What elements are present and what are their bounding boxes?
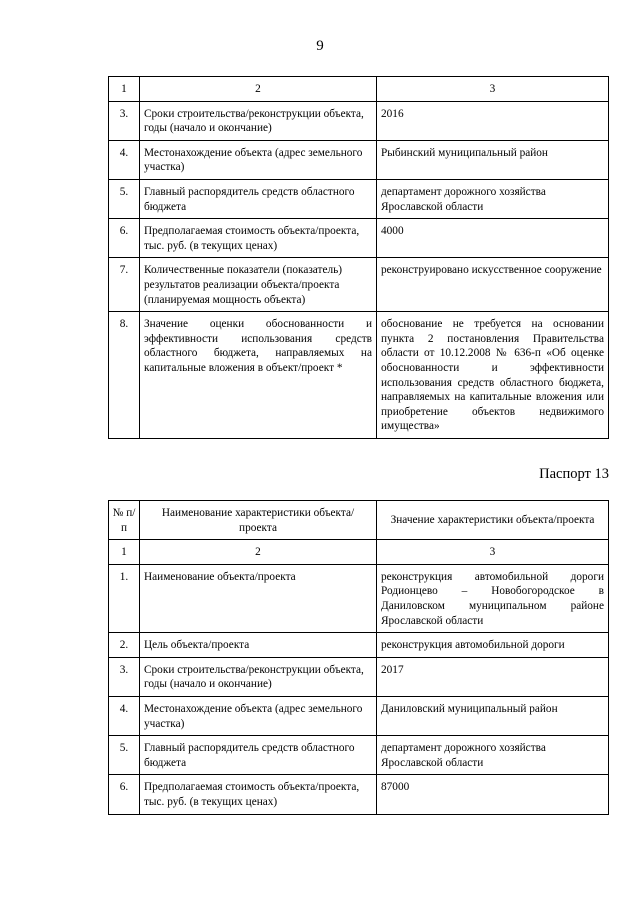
passport-table-continued	[108, 76, 609, 439]
characteristic-name: Наименование объекта/проекта	[140, 564, 377, 632]
characteristic-value: реконструкция автомобильной дороги Родионцево – Новобогородское в Даниловском муниципальном районе Ярославской области	[377, 564, 609, 632]
table-row	[109, 258, 609, 312]
characteristic-value: реконструировано искусственное сооружение	[377, 258, 609, 312]
column-number: 3	[377, 77, 609, 102]
passport-title: Паспорт 13	[539, 466, 609, 482]
table-row	[109, 219, 609, 258]
characteristic-name: Главный распорядитель средств областного бюджета	[140, 736, 377, 775]
row-number: 5.	[109, 179, 140, 218]
column-number: 2	[140, 77, 377, 102]
column-header: № п/п	[109, 501, 140, 540]
passport-table	[108, 500, 609, 815]
column-header: Значение характеристики объекта/проекта	[377, 501, 609, 540]
characteristic-value: 2016	[377, 101, 609, 140]
column-number-row	[109, 77, 609, 102]
row-number: 7.	[109, 258, 140, 312]
characteristic-value: департамент дорожного хозяйства Ярославской области	[377, 736, 609, 775]
characteristic-name: Значение оценки обоснованности и эффективности использования средств областного бюджета, направляемых на капитальные вложения в объект/проект *	[140, 312, 377, 439]
row-number: 6.	[109, 219, 140, 258]
characteristic-value: Даниловский муниципальный район	[377, 696, 609, 735]
characteristic-value: департамент дорожного хозяйства Ярославской области	[377, 179, 609, 218]
characteristic-value: 87000	[377, 775, 609, 814]
table-row	[109, 775, 609, 814]
row-number: 2.	[109, 633, 140, 658]
characteristic-name: Сроки строительства/реконструкции объекта, годы (начало и окончание)	[140, 657, 377, 696]
row-number: 6.	[109, 775, 140, 814]
row-number: 8.	[109, 312, 140, 439]
row-number: 4.	[109, 140, 140, 179]
table-header-row	[109, 501, 609, 540]
table-row	[109, 696, 609, 735]
characteristic-name: Местонахождение объекта (адрес земельного участка)	[140, 140, 377, 179]
row-number: 3.	[109, 657, 140, 696]
characteristic-value: реконструкция автомобильной дороги	[377, 633, 609, 658]
characteristic-name: Сроки строительства/реконструкции объекта, годы (начало и окончание)	[140, 101, 377, 140]
row-number: 3.	[109, 101, 140, 140]
characteristic-name: Цель объекта/проекта	[140, 633, 377, 658]
table-row	[109, 633, 609, 658]
table-row	[109, 657, 609, 696]
table-row	[109, 101, 609, 140]
table-row	[109, 312, 609, 439]
characteristic-value: Рыбинский муниципальный район	[377, 140, 609, 179]
characteristic-name: Количественные показатели (показатель) результатов реализации объекта/проекта (планируемая мощность объекта)	[140, 258, 377, 312]
characteristic-value: 2017	[377, 657, 609, 696]
row-number: 5.	[109, 736, 140, 775]
characteristic-value: 4000	[377, 219, 609, 258]
characteristic-name: Главный распорядитель средств областного бюджета	[140, 179, 377, 218]
row-number: 1.	[109, 564, 140, 632]
column-number: 3	[377, 540, 609, 565]
column-number: 1	[109, 77, 140, 102]
table-row	[109, 736, 609, 775]
characteristic-name: Местонахождение объекта (адрес земельного участка)	[140, 696, 377, 735]
table-row	[109, 564, 609, 632]
characteristic-name: Предполагаемая стоимость объекта/проекта, тыс. руб. (в текущих ценах)	[140, 219, 377, 258]
column-header: Наименование характеристики объекта/проекта	[140, 501, 377, 540]
table-row	[109, 140, 609, 179]
table-row	[109, 179, 609, 218]
column-number-row	[109, 540, 609, 565]
characteristic-value: обоснование не требуется на основании пункта 2 постановления Правительства области от 10.12.2008 № 636-п «Об оценке обоснованности и эффективности использования средств областного бюджета, направляемых на капитальные вложения или приобретение объектов недвижимого имущества»	[377, 312, 609, 439]
characteristic-name: Предполагаемая стоимость объекта/проекта, тыс. руб. (в текущих ценах)	[140, 775, 377, 814]
column-number: 1	[109, 540, 140, 565]
column-number: 2	[140, 540, 377, 565]
row-number: 4.	[109, 696, 140, 735]
page-number: 9	[316, 38, 324, 54]
